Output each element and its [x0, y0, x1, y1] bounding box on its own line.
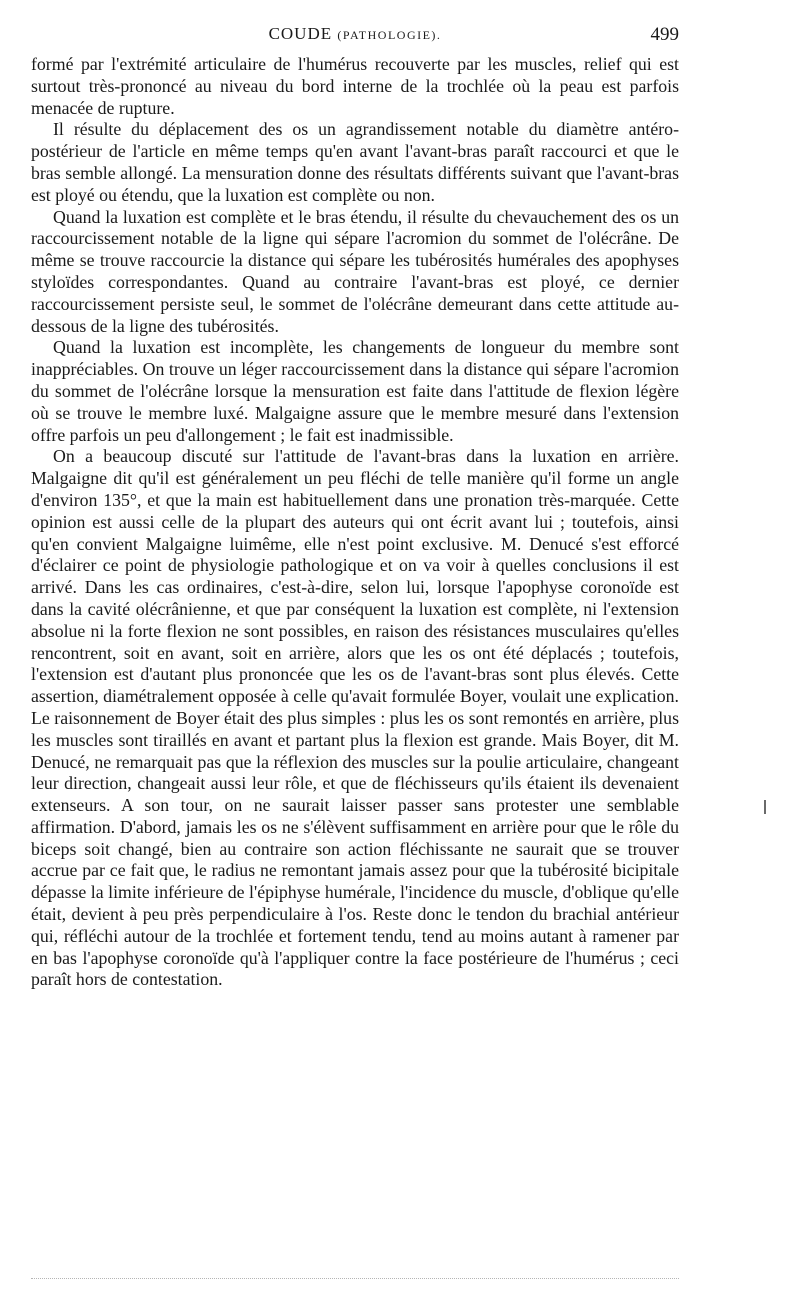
running-title	[31, 24, 679, 44]
running-head	[31, 24, 679, 48]
paragraph: Il résulte du déplacement des os un agrandissement notable du diamètre antéro-postérieur de l'article en même temps qu'en avant l'avant-bras paraît raccourci et que le bras semble allongé. La mensuration donne des résultats différents suivant que l'avant-bras est ployé ou étendu, que la luxation est complète ou non.	[31, 119, 679, 205]
paragraph: Quand la luxation est incomplète, les changements de longueur du membre sont inappréciables. On trouve un léger raccourcissement dans la distance qui sépare l'acromion du sommet de l'olécrâne lorsque la mensuration est faite dans l'attitude de flexion légère où se trouve le membre luxé. Malgaigne assure que le membre mesuré dans l'extension offre parfois un peu d'allongement ; le fait est inadmissible.	[31, 337, 679, 445]
footer-rule	[31, 1278, 679, 1279]
margin-mark	[764, 800, 766, 814]
book-page	[31, 0, 679, 1313]
running-title-main: COUDE	[268, 24, 333, 43]
paragraph-continuation: formé par l'extrémité articulaire de l'humérus recouverte par les muscles, relief qui est surtout très-prononcé au niveau du bord interne de la trochlée où la peau est parfois menacée de rupture.	[31, 54, 679, 118]
page-number: 499	[650, 24, 679, 45]
running-title-subtitle: (PATHOLOGIE).	[337, 28, 442, 42]
body-text	[31, 54, 679, 991]
paragraph: On a beaucoup discuté sur l'attitude de l'avant-bras dans la luxation en arrière. Malgaigne dit qu'il est généralement un peu fléchi de telle manière qu'il forme un angle d'environ 135°, et que la main est habituellement dans une pronation très-marquée. Cette opinion est aussi celle de la plupart des auteurs qui ont écrit avant lui ; toutefois, ainsi qu'en convient Malgaigne luimême, elle n'est point exclusive. M. Denucé s'est efforcé d'éclairer ce point de physiologie pathologique et on va voir à quelles conclusions il est arrivé. Dans les cas ordinaires, c'est-à-dire, selon lui, lorsque l'apophyse coronoïde est dans la cavité olécrânienne, et que par conséquent la luxation est complète, ni l'extension absolue ni la forte flexion ne sont possibles, en raison des résistances musculaires qu'elles rencontrent, soit en avant, soit en arrière, alors que les os ont été déplacés ; toutefois, l'extension est d'autant plus prononcée que les os de l'avant-bras sont plus élevés. Cette assertion, diamétralement opposée à celle qu'avait formulée Boyer, voulait une explication. Le raisonnement de Boyer était des plus simples : plus les os sont remontés en arrière, plus les muscles sont tiraillés en avant et partant plus la flexion est grande. Mais Boyer, dit M. Denucé, ne remarquait pas que la réflexion des muscles sur la poulie articulaire, changeant leur direction, changeait aussi leur rôle, et que de fléchisseurs qu'ils étaient ils devenaient extenseurs. A son tour, on ne saurait laisser passer sans protester une semblable affirmation. D'abord, jamais les os ne s'élèvent suffisamment en arrière pour que le rôle du biceps soit changé, bien au contraire son action fléchissante ne saurait que se trouver accrue par ce fait que, le radius ne remontant jamais assez pour que la tubérosité bicipitale dépasse la limite inférieure de l'épiphyse humérale, l'incidence du muscle, d'oblique qu'elle était, devient à peu près perpendiculaire à l'os. Reste donc le tendon du brachial antérieur qui, réfléchi autour de la trochlée et fortement tendu, tend au moins autant à ramener par en bas l'apophyse coronoïde qu'à l'appliquer contre la face postérieure de l'humérus ; ceci paraît hors de contestation.	[31, 446, 679, 990]
paragraph: Quand la luxation est complète et le bras étendu, il résulte du chevauchement des os un raccourcissement notable de la ligne qui sépare l'acromion du sommet de l'olécrâne. De même se trouve raccourcie la distance qui sépare les tubérosités humérales des apophyses styloïdes correspondantes. Quand au contraire l'avant-bras est ployé, ce dernier raccourcissement persiste seul, le sommet de l'olécrâne demeurant dans cette attitude au-dessous de la ligne des tubérosités.	[31, 206, 679, 336]
